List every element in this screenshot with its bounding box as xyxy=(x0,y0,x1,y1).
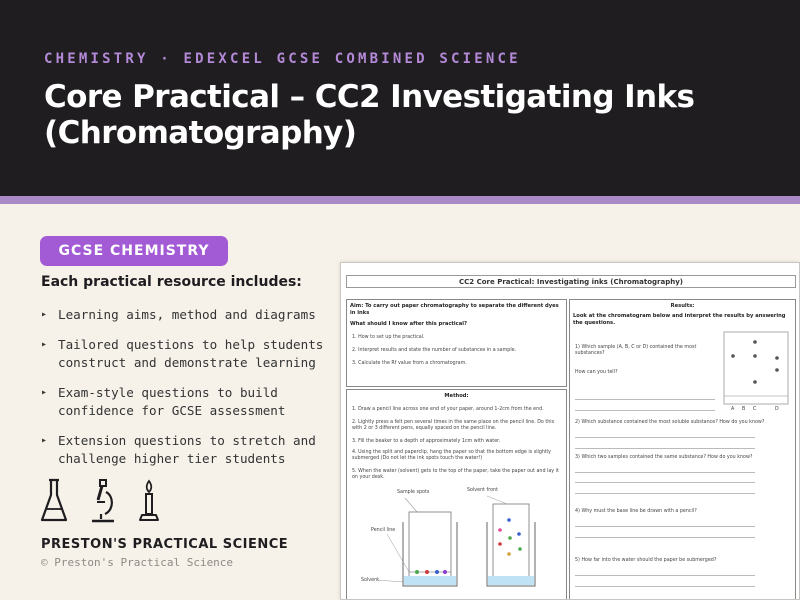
know-item: 3. Calculate the Rf value from a chromatogram. xyxy=(352,361,467,366)
includes-heading: Each practical resource includes: xyxy=(41,274,302,290)
answer-line xyxy=(575,399,715,400)
header-stripe xyxy=(0,196,800,204)
question-4: 4) Why must the base line be drawn with a pencil? xyxy=(575,509,697,514)
diagram-label-sample-spots: Sample spots xyxy=(397,490,430,495)
results-intro: Look at the chromatogram below and interpret the results by answering the questions. xyxy=(573,313,786,326)
method-step: 5. When the water (solvent) gets to the top of the paper, take the paper out and lay it on your desk. xyxy=(352,469,559,480)
question-2: 2) Which substance contained the most soluble substance? How do you know? xyxy=(575,420,765,425)
method-step: 1. Draw a pencil line across one end of your paper, around 1-2cm from the end. xyxy=(352,407,544,412)
results-heading: Results: xyxy=(670,303,695,309)
worksheet-title: CC2 Core Practical: Investigating inks (Chromatography) xyxy=(459,278,683,286)
gcse-chemistry-badge: GCSE CHEMISTRY xyxy=(40,236,228,266)
method-box xyxy=(346,389,567,600)
bunsen-burner-icon xyxy=(136,478,162,524)
chromatogram-label-a: A xyxy=(731,407,735,412)
answer-line xyxy=(575,575,755,576)
page-title: Core Practical – CC2 Investigating Inks (Chromatography) xyxy=(44,79,695,151)
question-3: 3) Which two samples contained the same substance? How do you know? xyxy=(575,455,753,460)
know-item: 2. Interpret results and state the number of substances in a sample. xyxy=(352,348,517,353)
answer-line xyxy=(575,472,755,473)
method-heading: Method: xyxy=(444,393,469,399)
microscope-icon xyxy=(88,478,118,524)
chromatography-diagram xyxy=(347,494,566,598)
question-5: 5) How far into the water should the paper be submerged? xyxy=(575,558,717,563)
diagram-label-pencil-line: Pencil line xyxy=(371,528,396,533)
results-box xyxy=(569,299,796,600)
answer-line xyxy=(575,437,755,438)
chromatogram-label-d: D xyxy=(775,407,779,412)
feature-item: ▸ Learning aims, method and diagrams xyxy=(41,306,336,324)
worksheet-preview xyxy=(340,262,800,600)
copyright-text: © Preston's Practical Science xyxy=(41,556,234,569)
method-step: 2. Lightly press a felt pen several times in the same place on the pencil line. Do this with 2 or 3 different pens, equally spaced on the pencil line. xyxy=(352,420,555,431)
answer-line xyxy=(575,448,755,449)
answer-line xyxy=(575,537,755,538)
brand-name: PRESTON'S PRACTICAL SCIENCE xyxy=(41,537,289,552)
feature-list xyxy=(41,306,336,480)
answer-line xyxy=(575,526,755,527)
science-icons xyxy=(40,478,170,528)
feature-item: ▸ Exam-style questions to build confidence for GCSE assessment xyxy=(41,384,336,420)
know-heading: What should I know after this practical? xyxy=(350,321,468,327)
aim-text: Aim: To carry out paper chromatography to separate the different dyes in inks xyxy=(350,303,559,316)
method-step: 4. Using the split and paperclip, hang the paper so that the bottom edge is slightly submerged (Do not let the ink spots touch the water!) xyxy=(352,450,551,461)
aim-box xyxy=(346,299,567,387)
answer-line xyxy=(575,586,755,587)
answer-line xyxy=(575,482,755,483)
conical-flask-icon xyxy=(40,478,68,524)
question-1-follow-up: How can you tell? xyxy=(575,370,618,375)
answer-line xyxy=(575,410,715,411)
question-1: 1) Which sample (A, B, C or D) contained the most substances? xyxy=(575,345,697,356)
chromatogram-label-b: B xyxy=(742,407,746,412)
method-step: 3. Fill the beaker to a depth of approximately 1cm with water. xyxy=(352,439,501,444)
feature-item: ▸ Extension questions to stretch and challenge higher tier students xyxy=(41,432,336,468)
diagram-label-solvent-front: Solvent front xyxy=(467,488,498,493)
chromatogram-figure xyxy=(722,330,792,414)
feature-item: ▸ Tailored questions to help students construct and demonstrate learning xyxy=(41,336,336,372)
subject-kicker: CHEMISTRY · EDEXCEL GCSE COMBINED SCIENCE xyxy=(44,51,521,67)
diagram-label-solvent: Solvent xyxy=(361,578,380,583)
know-item: 1. How to set up the practical. xyxy=(352,335,425,340)
answer-line xyxy=(575,493,755,494)
chromatogram-label-c: C xyxy=(753,407,757,412)
